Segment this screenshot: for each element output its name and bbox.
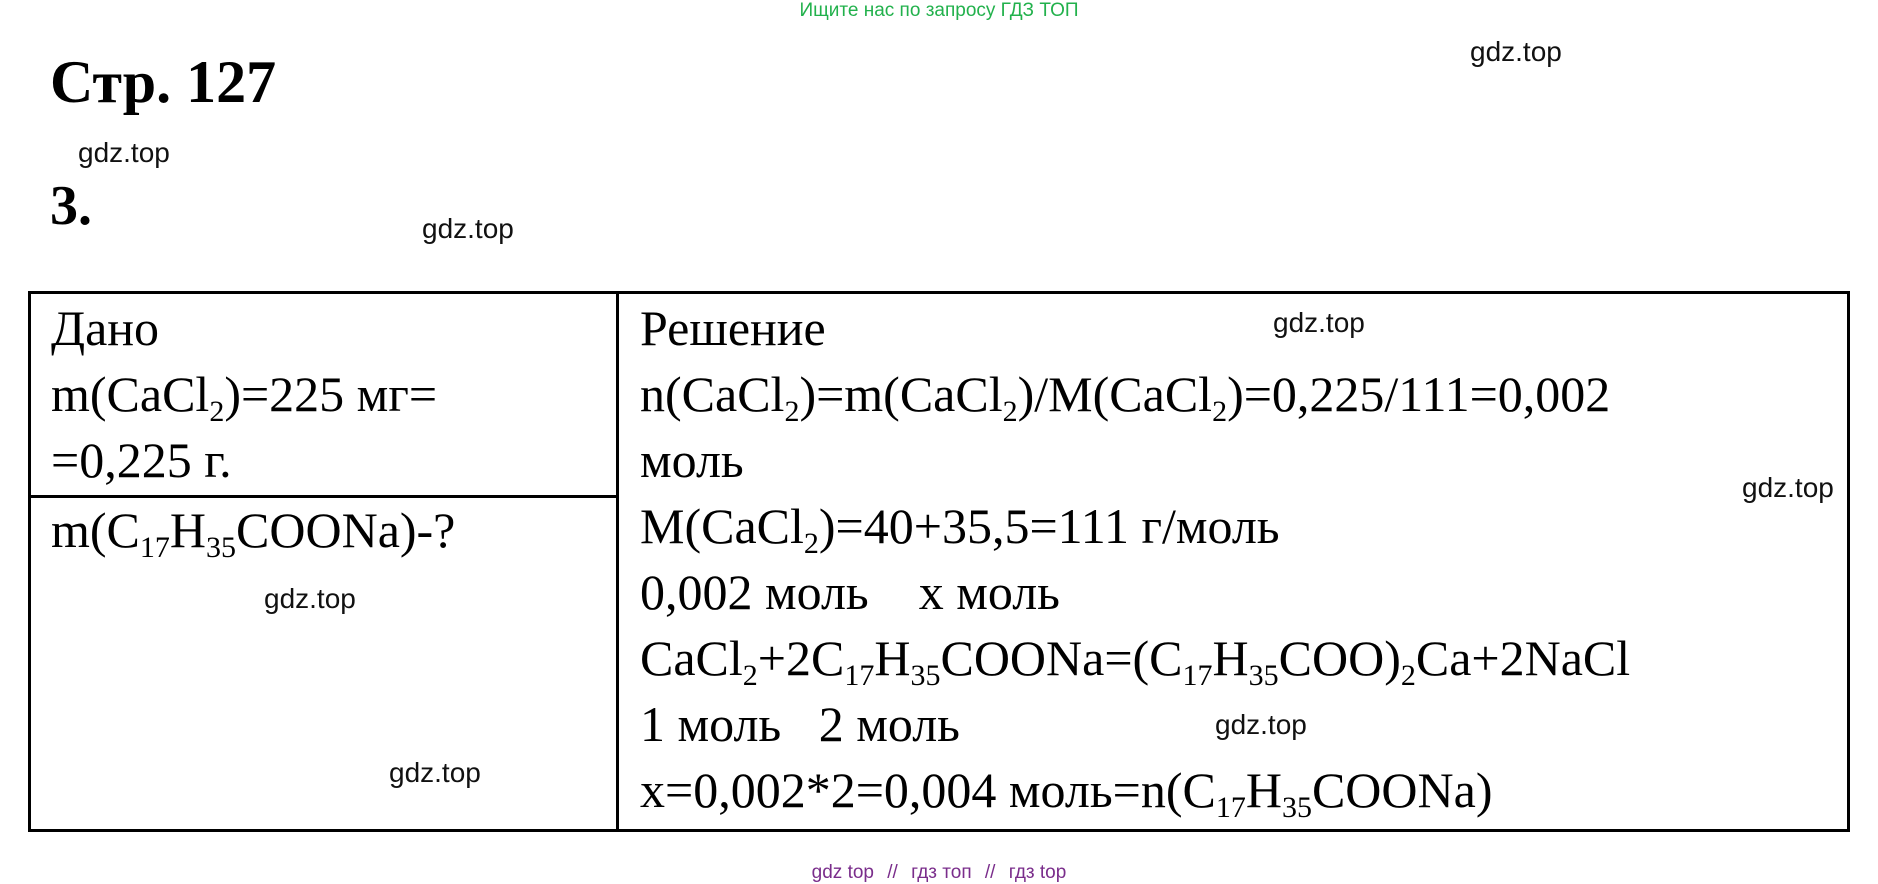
solution-cell	[640, 295, 1630, 823]
page-heading: Стр. 127	[50, 49, 277, 115]
watermark: gdz.top	[264, 583, 356, 614]
column-divider	[616, 294, 619, 829]
solution-line-6: 1 моль 2 моль	[640, 696, 960, 752]
footer-link-2[interactable]: гдз топ	[911, 862, 972, 883]
watermark: gdz.top	[1273, 307, 1365, 338]
given-cell	[51, 295, 437, 493]
footer-link-3[interactable]: гдз top	[1008, 862, 1067, 883]
solution-line-4: 0,002 моль х моль	[640, 564, 1060, 620]
top-banner: Ищите нас по запросу ГДЗ ТОП	[799, 0, 1079, 21]
watermark: gdz.top	[1742, 472, 1834, 503]
solution-table	[28, 291, 1850, 832]
given-mass-mg: m(CaCl$_2$)=225 мг=	[51, 366, 438, 428]
solution-line-7: х=0,002*2=0,004 $моль=n(C_{17}H_{35}COONa)$	[640, 762, 1493, 824]
watermark: gdz.top	[1215, 709, 1307, 740]
solution-line-3: M(CaCl$_2$)=40+35,5=111 г/моль	[640, 498, 1280, 560]
find-value: $m(C_{17}H_{35}COONa)-$?	[51, 502, 456, 564]
task-number: 3.	[50, 175, 92, 237]
find-cell	[51, 497, 455, 563]
watermark: gdz.top	[422, 213, 514, 244]
watermark: gdz.top	[389, 757, 481, 788]
solution-line-5: $CaCl_2+2C_{17}H_{35}COONa=(C_{17}H_{35}COO)_2Ca+2NaCl$	[640, 630, 1631, 692]
watermark: gdz.top	[78, 137, 170, 168]
solution-line-2: моль	[640, 432, 744, 488]
solution-line-1: n(CaCl$_2$)=m(CaCl$_2$)/M(CaCl$_2$)=0,225/111=0,002	[640, 366, 1611, 428]
given-title: Дано	[51, 300, 160, 356]
footer-link-1[interactable]: gdz top	[811, 862, 874, 883]
watermark: gdz.top	[1470, 36, 1562, 67]
footer-links	[0, 862, 1878, 884]
footer-separator: //	[887, 862, 898, 883]
given-mass-grams: =0,225 г.	[51, 432, 232, 488]
solution-title: Решение	[640, 300, 826, 356]
footer-separator: //	[984, 862, 996, 883]
